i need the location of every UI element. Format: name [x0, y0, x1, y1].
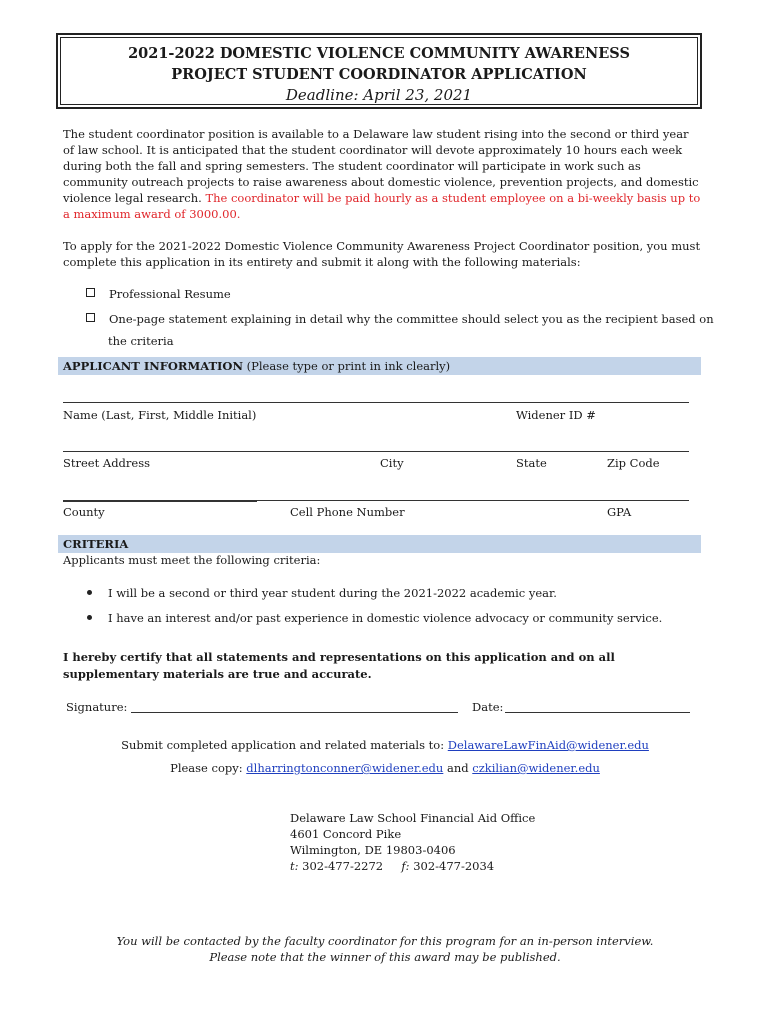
street-address-label: Street Address: [63, 456, 151, 470]
date-line[interactable]: [505, 712, 690, 713]
title-line-1: 2021-2022 DOMESTIC VIOLENCE COMMUNITY AWARENESS: [128, 45, 630, 62]
footer-line-2: Please note that the winner of this award may be published.: [209, 950, 561, 964]
city-label: City: [380, 456, 404, 470]
bullet-icon: [87, 615, 92, 620]
certification-statement: I hereby certify that all statements and representations on this application and on all supplementary materials are true and accurate.: [63, 650, 615, 681]
checkbox-icon: [86, 313, 95, 322]
copy-email-1-link[interactable]: dlharringtonconner@widener.edu: [246, 761, 444, 775]
office-street: 4601 Concord Pike: [290, 827, 402, 841]
material-item-resume: Professional Resume: [86, 286, 231, 302]
signature-line[interactable]: [131, 712, 458, 713]
name-label: Name (Last, First, Middle Initial): [63, 408, 257, 422]
criteria-intro: Applicants must meet the following criteria:: [63, 553, 321, 567]
pay-notice: The coordinator will be paid hourly as a student employee on a bi-weekly basis up to a maximum award of 3000.00.: [63, 191, 701, 221]
submit-line: Submit completed application and related materials to: DelawareLawFinAid@widener.edu: [121, 738, 649, 752]
address-line[interactable]: [63, 451, 689, 452]
gpa-label: GPA: [607, 505, 632, 519]
criteria-item: I have an interest and/or past experience in domestic violence advocacy or community service.: [87, 610, 662, 626]
criteria-header: CRITERIA: [58, 535, 701, 553]
financial-aid-email-link[interactable]: DelawareLawFinAid@widener.edu: [447, 738, 649, 752]
widener-id-label: Widener ID #: [516, 408, 596, 422]
material-item-statement: One-page statement explaining in detail why the committee should select you as the recipient based on: [86, 311, 714, 327]
office-name: Delaware Law School Financial Aid Office: [290, 811, 536, 825]
checkbox-icon: [86, 288, 95, 297]
title-box: [56, 33, 702, 109]
copy-line: Please copy: dlharringtonconner@widener.edu and czkilian@widener.edu: [170, 761, 600, 775]
date-label: Date:: [472, 700, 504, 714]
copy-email-2-link[interactable]: czkilian@widener.edu: [472, 761, 600, 775]
zip-code-label: Zip Code: [607, 456, 660, 470]
bullet-icon: [87, 590, 92, 595]
county-label: County: [63, 505, 105, 519]
office-city: Wilmington, DE 19803-0406: [290, 843, 456, 857]
county-line[interactable]: [63, 500, 257, 502]
title-line-2: PROJECT STUDENT COORDINATOR APPLICATION: [171, 66, 587, 83]
phone-gpa-line[interactable]: [257, 500, 689, 501]
state-label: State: [516, 456, 547, 470]
criteria-item: I will be a second or third year student during the 2021-2022 academic year.: [87, 585, 557, 601]
material-item-statement-cont: the criteria: [108, 334, 174, 348]
deadline: Deadline: April 23, 2021: [285, 86, 473, 104]
intro-paragraph: [63, 126, 703, 222]
cell-phone-label: Cell Phone Number: [290, 505, 405, 519]
office-phone-fax: t: 302-477-2272 f: 302-477-2034: [290, 859, 495, 873]
applicant-info-header: APPLICANT INFORMATION (Please type or print in ink clearly): [58, 357, 701, 375]
apply-paragraph: To apply for the 2021-2022 Domestic Violence Community Awareness Project Coordinator position, you must complete this application in its entirety and submit it along with the following materials:: [63, 239, 701, 269]
footer-line-1: You will be contacted by the faculty coordinator for this program for an in-person interview.: [116, 934, 654, 948]
name-line[interactable]: [63, 402, 689, 403]
intro-text: The student coordinator position is available to a Delaware law student rising into the second or third year of law school. It is anticipated that the student coordinator will devote approximately 10 hours each week during both the fall and spring semesters. The student coordinator will participate in work such as community outreach projects to raise awareness about domestic violence, prevention projects, and domestic violence legal research.: [63, 127, 699, 205]
signature-label: Signature:: [66, 700, 128, 714]
